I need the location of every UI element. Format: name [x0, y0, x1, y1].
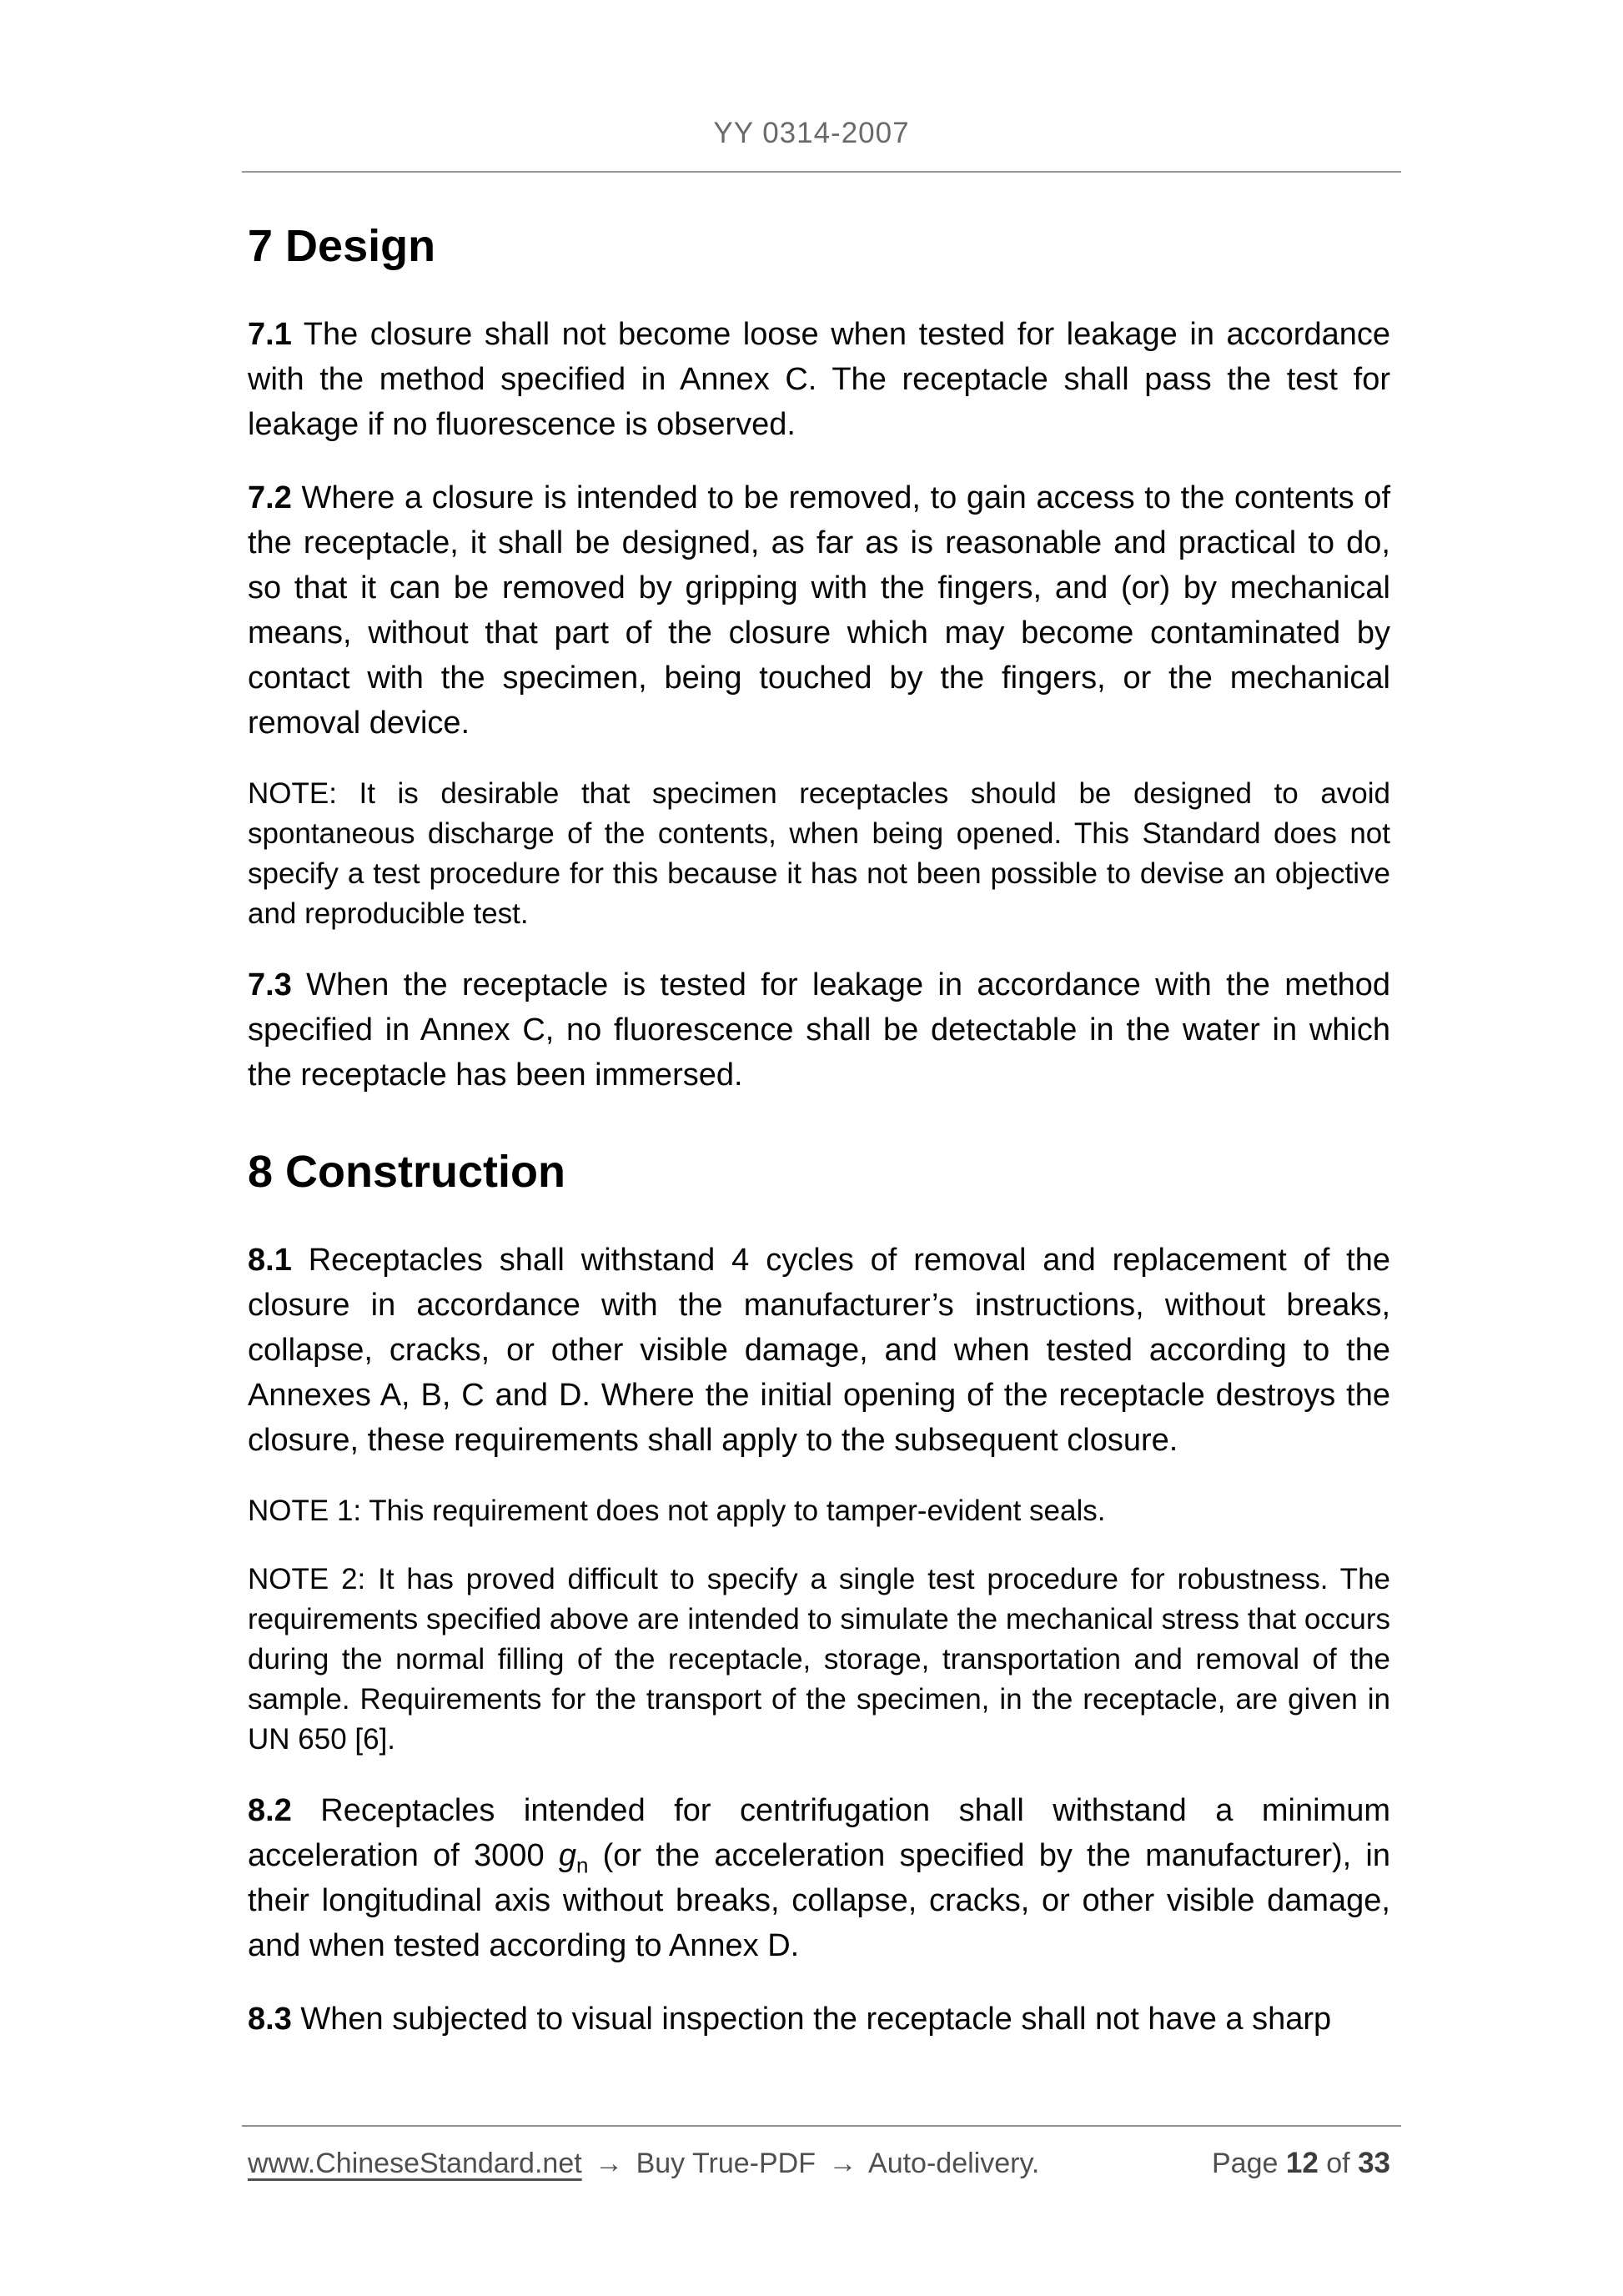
- clause-number: 7.3: [248, 967, 292, 1002]
- page-total: 33: [1358, 2147, 1390, 2179]
- arrow-right-icon: →: [595, 2148, 624, 2179]
- footer-delivery-text: Auto-delivery.: [868, 2148, 1040, 2179]
- clause-number: 7.2: [248, 480, 292, 515]
- page-footer: [248, 2147, 1390, 2180]
- clause-text: When subjected to visual inspection the receptacle shall not have a sharp: [291, 2002, 1332, 2037]
- clause-7-2: [248, 475, 1390, 746]
- note-7: NOTE: It is desirable that specimen receptacles should be designed to avoid spontaneous discharge of the contents, when being opened. This Standard does not specify a test procedure for this because it has not been possible to devise an objective and reproducible test.: [248, 777, 1390, 930]
- clause-text: The closure shall not become loose when tested for leakage in accordance with the method specified in Annex C. The receptacle shall pass the test for leakage if no fluorescence is observed.: [248, 317, 1390, 442]
- acceleration-symbol-subscript: n: [575, 1852, 589, 1878]
- clause-number: 8.3: [248, 2002, 292, 2037]
- clause-text: Where a closure is intended to be removed, to gain access to the contents of the receptacle, it shall be designed, as far as is reasonable and practical to do, so that it can be removed by gripping with the fingers, and (or) by mechanical means, without that part of the closure which may become contaminated by contact with the specimen, being touched by the fingers, or the mechanical removal device.: [248, 480, 1390, 741]
- header-rule: [242, 171, 1401, 173]
- clause-number: 8.2: [248, 1793, 292, 1828]
- footer-link[interactable]: www.ChineseStandard.net: [248, 2148, 582, 2179]
- clause-text: Receptacles shall withstand 4 cycles of removal and replacement of the closure in accordance with the manufacturer’s instructions, without breaks, collapse, cracks, or other visible damage, and when tested according to the Annexes A, B, C and D. Where the initial opening of the receptacle destroys the closure, these requirements shall apply to the subsequent closure.: [248, 1243, 1390, 1458]
- acceleration-symbol-g: g: [558, 1838, 576, 1873]
- running-header: YY 0314-2007: [713, 117, 910, 149]
- footer-rule: [242, 2125, 1401, 2127]
- page-of-label: of: [1326, 2148, 1350, 2179]
- page-indicator: [1212, 2147, 1390, 2180]
- clause-8-2: [248, 1788, 1390, 1968]
- page-label: Page: [1212, 2148, 1279, 2179]
- clause-number: 8.1: [248, 1243, 292, 1278]
- section-heading-8-construction: 8 Construction: [248, 1147, 566, 1197]
- clause-number: 7.1: [248, 317, 292, 352]
- clause-text: When the receptacle is tested for leakage in accordance with the method specified in Annex C, no fluorescence shall be detectable in the water in which the receptacle has been immersed.: [248, 967, 1390, 1093]
- section-heading-7-design: 7 Design: [248, 221, 436, 271]
- clause-text: Receptacles intended for centrifugation shall withstand a minimum acceleration of 3000: [248, 1793, 1390, 1873]
- clause-8-1: [248, 1238, 1390, 1463]
- footer-buy-text: Buy True-PDF: [636, 2148, 816, 2179]
- page-current: 12: [1285, 2147, 1319, 2179]
- clause-8-3: [248, 1997, 1390, 2042]
- clause-7-1: [248, 312, 1390, 447]
- arrow-right-icon: →: [828, 2148, 857, 2179]
- note-8-1: NOTE 1: This requirement does not apply to tamper-evident seals.: [248, 1495, 1106, 1527]
- note-8-2: NOTE 2: It has proved difficult to specify a single test procedure for robustness. The requirements specified above are intended to simulate the mechanical stress that occurs during the normal filling of the receptacle, storage, transportation and removal of the sample. Requirements for the transport of the specimen, in the receptacle, are given in UN 650 [6].: [248, 1563, 1390, 1756]
- footer-info: [248, 2148, 1039, 2180]
- clause-7-3: [248, 962, 1390, 1098]
- page-content: [248, 219, 1390, 2042]
- clause-text: (or the acceleration specified by the manufacturer), in their longitudinal axis without breaks, collapse, cracks, or other visible damage, and when tested according to Annex D.: [248, 1838, 1390, 1963]
